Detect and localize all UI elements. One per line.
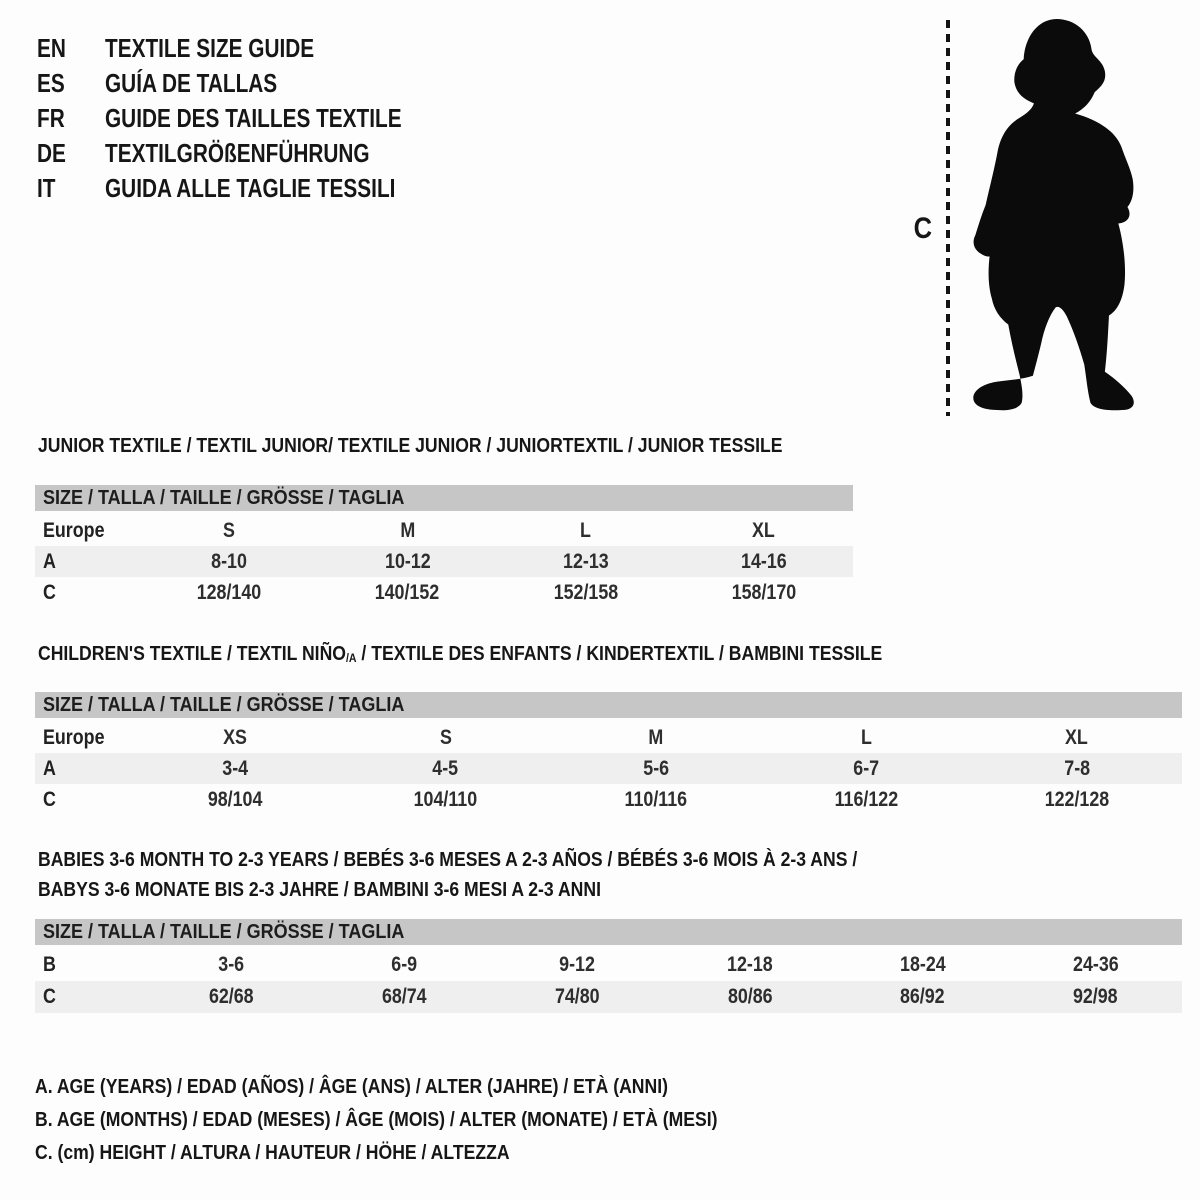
junior-size-table xyxy=(35,485,853,608)
table-cell: 158/170 xyxy=(731,580,797,604)
table-cell: 7-8 xyxy=(1063,756,1090,780)
table-cell: 116/122 xyxy=(834,787,899,811)
legend-line-c: C. (cm) HEIGHT / ALTURA / HAUTEUR / HÖHE / ALTEZZA xyxy=(35,1142,510,1164)
language-row-fr xyxy=(37,101,402,136)
row-label: Europe xyxy=(43,725,105,749)
language-code: DE xyxy=(37,138,66,168)
language-code: FR xyxy=(37,103,65,133)
size-header-bar xyxy=(35,692,1182,718)
table-cell: 110/116 xyxy=(624,787,688,811)
size-header-label: SIZE / TALLA / TAILLE / GRÖSSE / TAGLIA xyxy=(43,487,405,509)
size-header-bar xyxy=(35,485,853,511)
language-row-de xyxy=(37,136,402,171)
table-cell: 74/80 xyxy=(554,985,600,1008)
table-cell: S xyxy=(223,518,236,542)
table-cell: 92/98 xyxy=(1073,985,1118,1008)
height-measure-label: C xyxy=(913,212,933,245)
table-cell: XL xyxy=(1065,725,1089,749)
row-label: A xyxy=(43,756,56,780)
height-dashed-line xyxy=(946,20,950,416)
language-label: TEXTILE SIZE GUIDE xyxy=(105,33,315,63)
size-header-bar xyxy=(35,919,1182,945)
table-cell: 14-16 xyxy=(741,549,787,573)
table-cell: 6-7 xyxy=(853,756,880,780)
table-cell: 3-4 xyxy=(222,756,249,780)
table-cell: L xyxy=(580,518,592,542)
table-row xyxy=(35,515,853,546)
table-row xyxy=(35,784,1182,815)
language-row-it xyxy=(37,171,402,206)
table-cell: XS xyxy=(223,725,248,749)
babies-title-line1: BABIES 3-6 MONTH TO 2-3 YEARS / BEBÉS 3-6 MESES A 2-3 AÑOS / BÉBÉS 3-6 MOIS À 2-3 ANS / xyxy=(38,849,858,871)
table-cell: 140/152 xyxy=(375,580,440,604)
language-label: GUIDE DES TAILLES TEXTILE xyxy=(105,103,402,133)
baby-silhouette-icon xyxy=(962,16,1147,418)
table-row xyxy=(35,753,1182,784)
table-row xyxy=(35,577,853,608)
table-cell: XL xyxy=(752,518,776,542)
legend-line-b: B. AGE (MONTHS) / EDAD (MESES) / ÂGE (MOIS) / ALTER (MONATE) / ETÀ (MESI) xyxy=(35,1109,718,1131)
table-cell: 6-9 xyxy=(391,953,418,976)
table-cell: 24-36 xyxy=(1072,953,1119,976)
table-cell: 68/74 xyxy=(381,985,427,1008)
table-cell: 122/128 xyxy=(1044,787,1110,811)
legend xyxy=(35,1071,811,1170)
table-cell: 80/86 xyxy=(727,985,773,1008)
section-title-babies xyxy=(38,845,857,905)
table-cell: 152/158 xyxy=(553,580,618,604)
size-header-label: SIZE / TALLA / TAILLE / GRÖSSE / TAGLIA xyxy=(43,921,405,943)
table-row xyxy=(35,981,1182,1013)
table-row xyxy=(35,949,1182,981)
language-row-en xyxy=(37,31,402,66)
table-row xyxy=(35,546,853,577)
table-cell: 104/110 xyxy=(413,787,478,811)
language-code: ES xyxy=(37,68,65,98)
table-cell: S xyxy=(439,725,452,749)
language-label: GUIDA ALLE TAGLIE TESSILI xyxy=(105,173,396,203)
section-title-children: CHILDREN'S TEXTILE / TEXTIL NIÑO/A / TEXTILE DES ENFANTS / KINDERTEXTIL / BAMBINI TESSILE xyxy=(38,643,883,665)
row-label: C xyxy=(43,787,56,811)
table-cell: 5-6 xyxy=(643,756,669,780)
table-cell: L xyxy=(860,725,872,749)
table-cell: 4-5 xyxy=(432,756,459,780)
row-label: Europe xyxy=(43,518,105,542)
language-label: GUÍA DE TALLAS xyxy=(105,68,278,98)
table-cell: 12-18 xyxy=(727,953,773,976)
babies-size-table xyxy=(35,919,1182,1013)
row-label: B xyxy=(43,953,56,976)
row-label: C xyxy=(43,985,56,1008)
table-cell: 12-13 xyxy=(562,549,609,573)
section-title-junior: JUNIOR TEXTILE / TEXTIL JUNIOR/ TEXTILE JUNIOR / JUNIORTEXTIL / JUNIOR TESSILE xyxy=(38,435,783,457)
language-list xyxy=(37,31,402,206)
table-cell: 8-10 xyxy=(211,549,247,573)
title-subscript: /A xyxy=(345,651,357,665)
language-code: EN xyxy=(37,33,66,63)
legend-line-a: A. AGE (YEARS) / EDAD (AÑOS) / ÂGE (ANS) / ALTER (JAHRE) / ETÀ (ANNI) xyxy=(35,1076,668,1098)
table-cell: 62/68 xyxy=(209,985,254,1008)
table-cell: 98/104 xyxy=(207,787,263,811)
language-code: IT xyxy=(37,173,56,203)
table-row xyxy=(35,722,1182,753)
row-label: A xyxy=(43,549,56,573)
table-cell: 9-12 xyxy=(559,953,595,976)
table-cell: 86/92 xyxy=(900,985,946,1008)
table-cell: M xyxy=(648,725,664,749)
table-cell: 128/140 xyxy=(196,580,262,604)
table-cell: 3-6 xyxy=(218,953,245,976)
table-cell: 10-12 xyxy=(384,549,431,573)
row-label: C xyxy=(43,580,56,604)
children-size-table xyxy=(35,692,1182,815)
language-label: TEXTILGRÖßENFÜHRUNG xyxy=(105,138,370,168)
language-row-es xyxy=(37,66,402,101)
table-cell: 18-24 xyxy=(899,953,946,976)
size-header-label: SIZE / TALLA / TAILLE / GRÖSSE / TAGLIA xyxy=(43,694,405,716)
table-cell: M xyxy=(399,518,415,542)
babies-title-line2: BABYS 3-6 MONATE BIS 2-3 JAHRE / BAMBINI 3-6 MESI A 2-3 ANNI xyxy=(38,879,601,901)
